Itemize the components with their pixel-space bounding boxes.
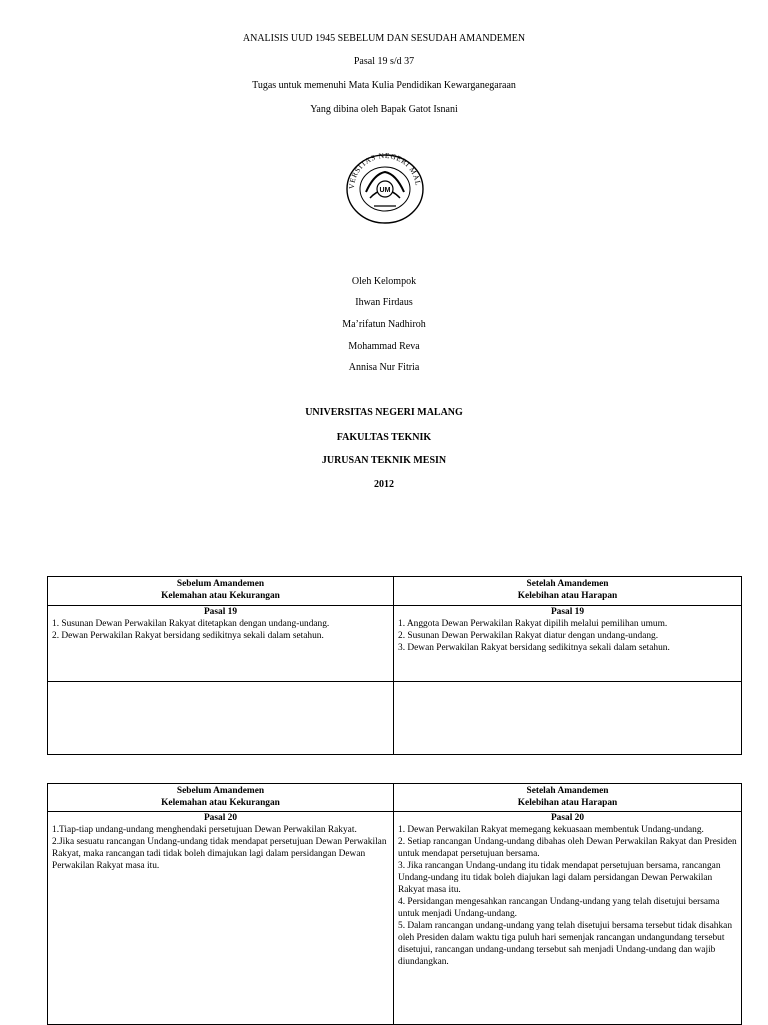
section-title: Pasal 19 xyxy=(550,607,585,617)
member-name: Annisa Nur Fitria xyxy=(348,362,420,373)
list-item: 2. Dewan Perwakilan Rakyat bersidang sedikitnya sekali dalam setahun. xyxy=(52,631,324,641)
list-item: 1. Anggota Dewan Perwakilan Rakyat dipilih melalui pemilihan umum. xyxy=(398,619,668,629)
document-title: ANALISIS UUD 1945 SEBELUM DAN SESUDAH AMANDEMEN xyxy=(242,33,526,44)
year: 2012 xyxy=(374,479,394,490)
svg-text:UNIVERSITAS NEGERI MALANG: VERSITAS NEGERI MAL xyxy=(346,152,423,190)
left-content-cell xyxy=(48,606,394,682)
empty-cell xyxy=(48,682,394,755)
right-content-cell xyxy=(394,812,742,1025)
right-content-cell xyxy=(394,606,742,682)
list-item: 1. Susunan Dewan Perwakilan Rakyat ditetapkan dengan undang-undang. xyxy=(52,619,330,629)
list-item: 2. Setiap rancangan Undang-undang dibahas oleh Dewan Perwakilan Rakyat dan Presiden untuk mendapat persetujuan bersama. xyxy=(398,837,737,859)
assignment-purpose: Tugas untuk memenuhi Mata Kulia Pendidikan Kewarganegaraan xyxy=(252,80,516,91)
section-title: Pasal 20 xyxy=(550,813,585,823)
empty-cell xyxy=(394,682,742,755)
department-name: JURUSAN TEKNIK MESIN xyxy=(321,455,447,466)
list-item: 2. Susunan Dewan Perwakilan Rakyat diatur dengan undang-undang. xyxy=(398,631,659,641)
university-seal-logo xyxy=(344,152,426,226)
left-column-header: Sebelum Amandemen Kelemahan atau Kekurangan xyxy=(48,577,394,606)
list-item: 2.Jika sesuatu rancangan Undang-undang tidak mendapat persetujuan Dewan Perwakilan Rakyat, maka rancangan tadi tidak boleh dimajukan lagi dalam persidangan Dewan Perwakilan Rakyat masa itu. xyxy=(52,837,387,871)
right-column-header: Setelah Amandemen Kelebihan atau Harapan xyxy=(394,577,742,606)
list-item: 3. Jika rancangan Undang-undang itu tidak mendapat persetujuan bersama, rancangan Undang-undang itu tidak boleh diajukan lagi dalam persidangan Dewan Perwakilan Rakyat masa itu. xyxy=(398,861,721,895)
list-item: 5. Dalam rancangan undang-undang yang telah disetujui bersama tersebut tidak disahkan oleh Presiden dalam waktu tiga puluh hari semenjak rancangan undangundang tersebut disetujui, rancangan undang-undang tersebut sah menjadi Undang-undang dan wajib diundangkan. xyxy=(398,921,733,967)
member-name: Ihwan Firdaus xyxy=(355,297,413,308)
member-name: Mohammad Reva xyxy=(348,341,420,352)
group-label: Oleh Kelompok xyxy=(351,276,417,287)
member-name: Ma’rifatun Nadhiroh xyxy=(342,319,426,330)
svg-text:UM: UM xyxy=(379,187,391,194)
supervisor-line: Yang dibina oleh Bapak Gatot Isnani xyxy=(310,104,458,115)
list-item: 1. Dewan Perwakilan Rakyat memegang kekuasaan membentuk Undang-undang. xyxy=(398,825,704,835)
section-title: Pasal 19 xyxy=(203,607,238,617)
left-column-header: Sebelum Amandemen Kelemahan atau Kekurangan xyxy=(48,784,394,812)
comparison-table-pasal-19 xyxy=(47,576,742,755)
university-name: UNIVERSITAS NEGERI MALANG xyxy=(305,407,463,418)
comparison-table-pasal-20 xyxy=(47,783,742,1025)
left-content-cell xyxy=(48,812,394,1025)
list-item: 4. Persidangan mengesahkan rancangan Undang-undang yang telah disetujui bersama untuk menjadi Undang-undang. xyxy=(398,897,720,919)
faculty-name: FAKULTAS TEKNIK xyxy=(336,432,432,443)
document-subtitle: Pasal 19 s/d 37 xyxy=(353,56,415,67)
right-column-header: Setelah Amandemen Kelebihan atau Harapan xyxy=(394,784,742,812)
list-item: 3. Dewan Perwakilan Rakyat bersidang sedikitnya sekali dalam setahun. xyxy=(398,643,670,653)
section-title: Pasal 20 xyxy=(203,813,238,823)
list-item: 1.Tiap-tiap undang-undang menghendaki persetujuan Dewan Perwakilan Rakyat. xyxy=(52,825,357,835)
